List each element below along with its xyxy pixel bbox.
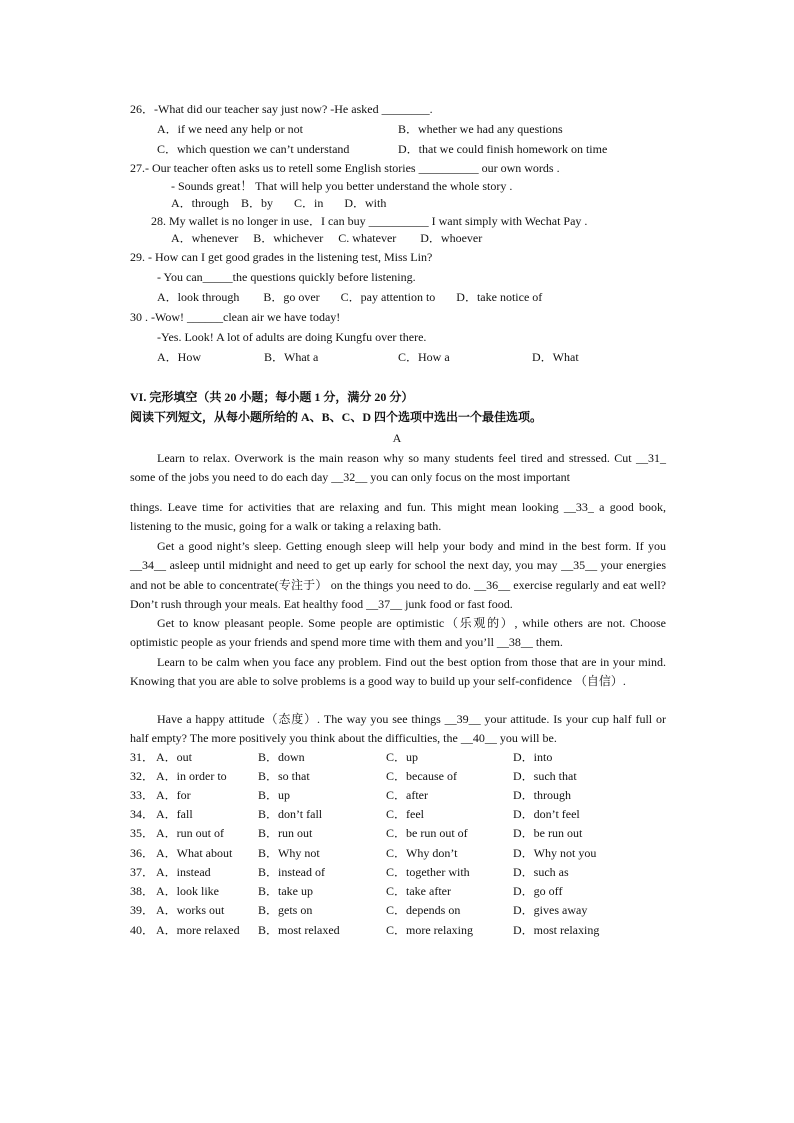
passage-paragraph-2: Get a good night’s sleep. Getting enough sleep will help your body and mind in the best form. If you __34__ asleep until midnight and need to get up early for school the next day, you may __35__ your energies and not be able to concentrate(专注于） on the things you need to do. __36__ exercise regularly and eat well? Don’t rush through your meals. Eat healthy food __37__ junk food or fast food.: [130, 539, 666, 612]
choice-option-b: B．down: [258, 750, 305, 764]
choice-option-c: C．take after: [386, 884, 451, 898]
question-30-reply: -Yes. Look! A lot of adults are doing Kungfu over there.: [157, 330, 427, 344]
choice-row-40: [130, 922, 650, 938]
choice-option-d: D．through: [513, 788, 571, 802]
choice-option-c: C．more relaxing: [386, 923, 473, 937]
choice-option-d: D．go off: [513, 884, 563, 898]
choice-option-c: C．Why don’t: [386, 846, 458, 860]
question-26-option-a: A．if we need any help or not: [157, 122, 303, 136]
choice-option-b: B．so that: [258, 769, 310, 783]
choice-option-a: A．more relaxed: [156, 923, 240, 937]
choice-option-d: D．such that: [513, 769, 577, 783]
choice-option-a: A．fall: [156, 807, 193, 821]
choice-option-a: A．instead: [156, 865, 211, 879]
choice-number: 32．: [130, 769, 155, 783]
choice-row-36: [130, 845, 650, 861]
choice-option-b: B．instead of: [258, 865, 325, 879]
choice-number: 36．: [130, 846, 155, 860]
choice-option-a: A．look like: [156, 884, 219, 898]
choice-option-d: D．gives away: [513, 903, 588, 917]
choice-option-d: D．into: [513, 750, 553, 764]
question-30-option-d: D．What: [532, 350, 579, 364]
question-27-options: A．through B．by C．in D．with: [171, 196, 387, 210]
choice-option-a: A．for: [156, 788, 191, 802]
choice-option-a: A．run out of: [156, 826, 224, 840]
passage-paragraph-5: Have a happy attitude（态度）. The way you see things __39__ your attitude. Is your cup half full or half empty? The more positively you think about the difficulties, the __40__ you will be.: [130, 712, 666, 746]
choice-option-c: C．be run out of: [386, 826, 468, 840]
question-30-option-a: A．How: [157, 350, 201, 364]
question-26-option-b: B．whether we had any questions: [398, 122, 563, 136]
choice-option-d: D．don’t feel: [513, 807, 580, 821]
choice-number: 31．: [130, 750, 155, 764]
question-28-options: A．whenever B．whichever C. whatever D．whoever: [171, 231, 483, 245]
choice-option-c: C．up: [386, 750, 419, 764]
choice-option-a: A．works out: [156, 903, 225, 917]
choice-option-d: D．such as: [513, 865, 569, 879]
section-title: VI. 完形填空（共 20 小题；每小题 1 分，满分 20 分）: [130, 390, 414, 404]
choice-number: 33．: [130, 788, 155, 802]
choice-option-b: B．take up: [258, 884, 313, 898]
question-30-option-c: C．How a: [398, 350, 450, 364]
question-29-options: A．look through B．go over C．pay attention to D．take notice of: [157, 290, 543, 304]
passage-paragraph-1a: Learn to relax. Overwork is the main reason why so many students feel tired and stressed. Cut __31_ some of the jobs you need to do each day __32__ you can only focus on the most important: [130, 451, 666, 485]
choice-option-b: B．don’t fall: [258, 807, 323, 821]
choice-row-33: [130, 787, 650, 803]
choice-row-34: [130, 806, 650, 822]
section-instruction: 阅读下列短文，从每小题所给的 A、B、C、D 四个选项中选出一个最佳选项。: [130, 410, 543, 424]
question-30-option-b: B．What a: [264, 350, 319, 364]
choice-option-a: A．in order to: [156, 769, 227, 783]
choice-row-32: [130, 768, 650, 784]
question-26: 26．-What did our teacher say just now? -He asked ________.: [130, 102, 433, 116]
passage-paragraph-3: Get to know pleasant people. Some people are optimistic（乐观的）, while others are not. Choose optimistic people as your friends and spend more time with them and you’ll __38__ them.: [130, 616, 666, 650]
choice-number: 37．: [130, 865, 155, 879]
passage-paragraph-1b: things. Leave time for activities that are relaxing and fun. This might mean looking __33_ a good book, listening to the music, going for a walk or taking a relaxing bath.: [130, 500, 666, 534]
choice-number: 34．: [130, 807, 155, 821]
choice-option-c: C．after: [386, 788, 428, 802]
passage-label: A: [392, 431, 402, 445]
choice-row-31: [130, 749, 650, 765]
choice-number: 38．: [130, 884, 155, 898]
choice-row-39: [130, 902, 650, 918]
choice-option-d: D．most relaxing: [513, 923, 600, 937]
choice-option-c: C．because of: [386, 769, 457, 783]
choice-option-c: C．together with: [386, 865, 470, 879]
question-27-reply: - Sounds great！ That will help you better understand the whole story .: [171, 179, 513, 193]
choice-option-b: B．Why not: [258, 846, 320, 860]
choice-option-b: B．run out: [258, 826, 313, 840]
passage-paragraph-4: Learn to be calm when you face any problem. Find out the best option from those that are in your mind. Knowing that you are able to solve problems is a good way to build up your self-confidence （自信）.: [130, 655, 666, 689]
choice-option-c: C．feel: [386, 807, 424, 821]
question-29-reply: - You can_____the questions quickly before listening.: [157, 270, 416, 284]
question-28: 28. My wallet is no longer in use．I can buy __________ I want simply with Wechat Pay .: [151, 214, 588, 228]
choice-number: 39．: [130, 903, 155, 917]
choice-number: 40．: [130, 923, 155, 937]
choice-number: 35．: [130, 826, 155, 840]
choice-row-37: [130, 864, 650, 880]
choice-option-b: B．up: [258, 788, 291, 802]
choice-option-c: C．depends on: [386, 903, 461, 917]
choice-option-d: D．Why not you: [513, 846, 597, 860]
choice-option-a: A．out: [156, 750, 193, 764]
choice-option-d: D．be run out: [513, 826, 583, 840]
choice-option-b: B．most relaxed: [258, 923, 340, 937]
question-30: 30 . -Wow! ______clean air we have today!: [130, 310, 341, 324]
question-27: 27.- Our teacher often asks us to retell some English stories __________ our own words .: [130, 161, 560, 175]
choice-row-38: [130, 883, 650, 899]
question-26-option-d: D．that we could finish homework on time: [398, 142, 608, 156]
choice-row-35: [130, 825, 650, 841]
question-26-option-c: C．which question we can’t understand: [157, 142, 350, 156]
choice-option-b: B．gets on: [258, 903, 313, 917]
question-29: 29. - How can I get good grades in the listening test, Miss Lin?: [130, 250, 433, 264]
choice-option-a: A．What about: [156, 846, 233, 860]
